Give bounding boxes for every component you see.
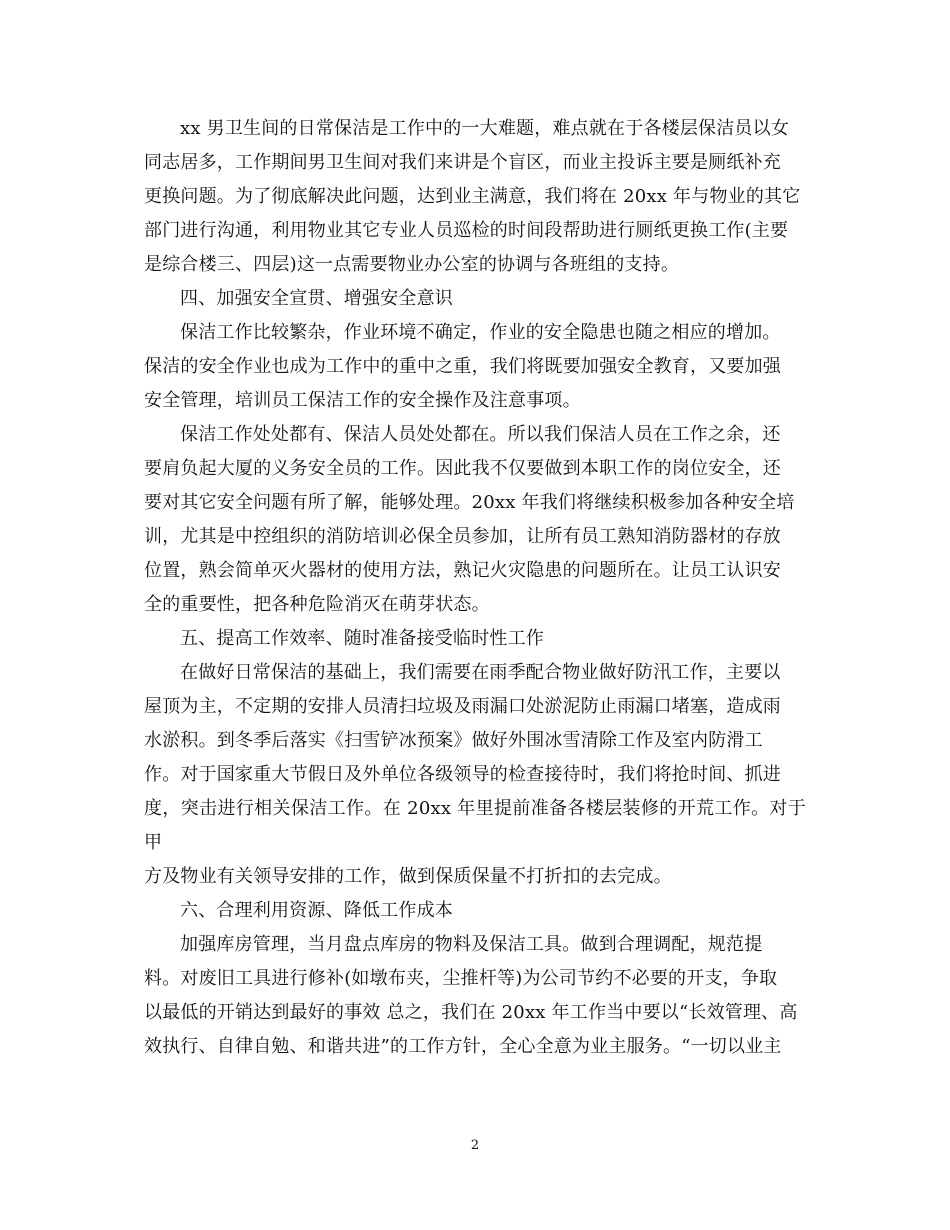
text-line: 加强库房管理，当月盘点库房的物料及保洁工具。做到合理调配，规范提 <box>180 934 763 955</box>
body-paragraph <box>144 112 806 282</box>
text-line: 部门进行沟通，利用物业其它专业人员巡检的时间段帮助进行厕纸更换工作(主要 <box>144 220 789 241</box>
text-line: 要肩负起大厦的义务安全员的工作。因此我不仅要做到本职工作的岗位安全，还 <box>144 458 781 479</box>
section-heading: 五、提高工作效率、随时准备接受临时性工作 <box>180 628 544 649</box>
body-paragraph <box>144 656 806 894</box>
text-line: 料。对废旧工具进行修补(如墩布夹，尘推杆等)为公司节约不必要的开支，争取 <box>144 968 778 989</box>
section-heading: 六、合理利用资源、降低工作成本 <box>180 900 453 921</box>
text-line: 是综合楼三、四层)这一点需要物业办公室的协调与各班组的支持。 <box>144 254 680 275</box>
body-paragraph <box>144 316 806 418</box>
text-line: xx 男卫生间的日常保洁是工作中的一大难题，难点就在于各楼层保洁员以女 <box>180 118 790 139</box>
text-line: 方及物业有关领导安排的工作，做到保质保量不打折扣的去完成。 <box>144 866 672 887</box>
page-number: 2 <box>470 1138 480 1153</box>
text-line: 安全管理，培训员工保洁工作的安全操作及注意事项。 <box>144 390 581 411</box>
text-line: 同志居多，工作期间男卫生间对我们来讲是个盲区，而业主投诉主要是厕纸补充 <box>144 152 781 173</box>
body-paragraph <box>144 418 806 622</box>
text-line: 更换问题。为了彻底解决此问题，达到业主满意，我们将在 20xx 年与物业的其它 <box>144 186 801 207</box>
text-line: 位置，熟会简单灭火器材的使用方法，熟记火灾隐患的问题所在。让员工认识安 <box>144 560 781 581</box>
text-line: 训，尤其是中控组织的消防培训必保全员参加，让所有员工熟知消防器材的存放 <box>144 526 781 547</box>
text-line: 在做好日常保洁的基础上，我们需要在雨季配合物业做好防汛工作，主要以 <box>180 662 781 683</box>
document-body <box>144 112 806 1064</box>
text-line: 全的重要性，把各种危险消灭在萌芽状态。 <box>144 594 490 615</box>
text-line: 保洁工作处处都有、保洁人员处处都在。所以我们保洁人员在工作之余，还 <box>180 424 781 445</box>
text-line: 保洁工作比较繁杂，作业环境不确定，作业的安全隐患也随之相应的增加。 <box>180 322 781 343</box>
body-paragraph <box>144 928 806 1064</box>
text-line: 以最低的开销达到最好的事效 总之，我们在 20xx 年工作当中要以“长效管理、高 <box>144 1002 798 1023</box>
text-line: 作。对于国家重大节假日及外单位各级领导的检查接待时，我们将抢时间、抓进 <box>144 764 781 785</box>
text-line: 要对其它安全问题有所了解，能够处理。20xx 年我们将继续积极参加各种安全培 <box>144 492 795 513</box>
text-line: 水淤积。到冬季后落实《扫雪铲冰预案》做好外围冰雪清除工作及室内防滑工 <box>144 730 763 751</box>
text-line: 保洁的安全作业也成为工作中的重中之重，我们将既要加强安全教育，又要加强 <box>144 356 781 377</box>
section-heading: 四、加强安全宣贯、增强安全意识 <box>180 288 453 309</box>
text-line: 效执行、自律自勉、和谐共进”的工作方针，全心全意为业主服务。“一切以业主 <box>144 1036 782 1057</box>
text-line: 度，突击进行相关保洁工作。在 20xx 年里提前准备各楼层装修的开荒工作。对于甲 <box>144 798 806 853</box>
text-line: 屋顶为主，不定期的安排人员清扫垃圾及雨漏口处淤泥防止雨漏口堵塞，造成雨 <box>144 696 781 717</box>
